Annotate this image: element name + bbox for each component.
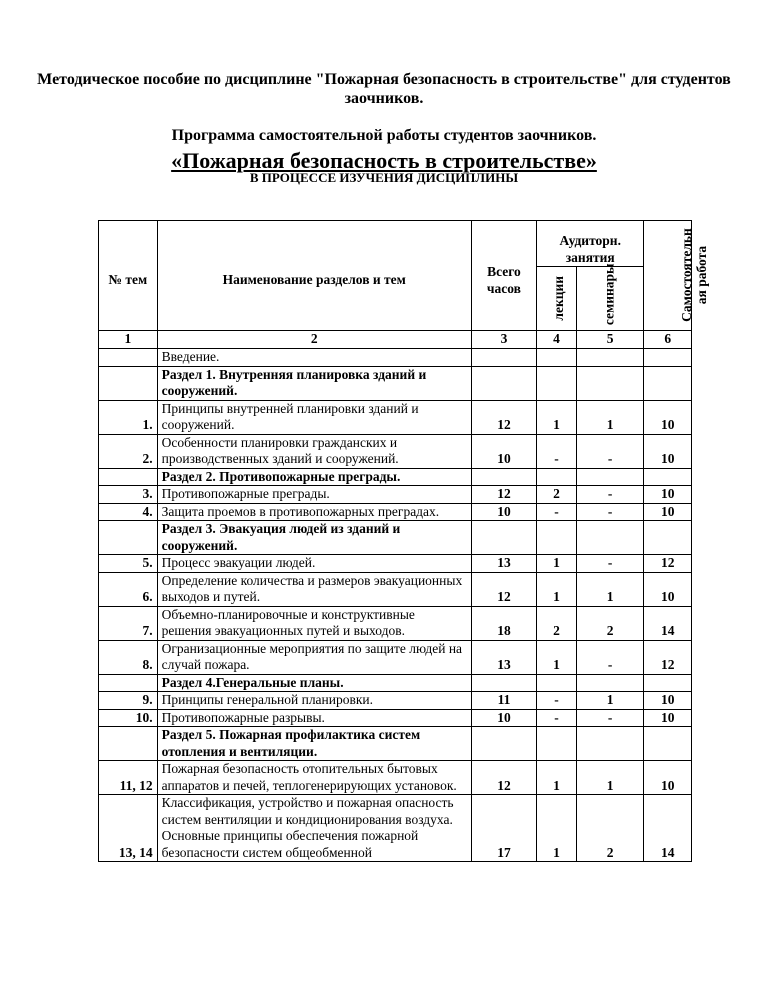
self-study-cell xyxy=(644,468,692,486)
topic-number-cell: 6. xyxy=(99,572,158,606)
topic-number-cell xyxy=(99,521,158,555)
topic-number-cell: 11, 12 xyxy=(99,761,158,795)
lectures-cell xyxy=(537,674,577,692)
topic-number-cell xyxy=(99,468,158,486)
header-auditorium: Аудиторн. занятия xyxy=(537,221,644,267)
lectures-cell: 1 xyxy=(537,400,577,434)
section-row xyxy=(99,727,692,761)
table-row xyxy=(99,795,692,862)
column-number-row xyxy=(99,331,692,349)
self-study-cell: 10 xyxy=(644,709,692,727)
study-plan-table xyxy=(98,220,710,862)
topic-name-cell: Противопожарные преграды. xyxy=(157,486,471,504)
topic-name-cell: Противопожарные разрывы. xyxy=(157,709,471,727)
topic-name-cell: Классификация, устройство и пожарная опасность систем вентиляции и кондиционирования воздуха. Основные принципы обеспечения пожарной безопасности систем общеобменной xyxy=(157,795,471,862)
column-number: 1 xyxy=(99,331,158,349)
total-hours-cell xyxy=(471,674,536,692)
topic-name-cell: Огранизационные мероприятия по защите людей на случай пожара. xyxy=(157,640,471,674)
document-title: Методическое пособие по дисциплине "Пожарная безопасность в строительстве" для студентов заочников. xyxy=(37,71,731,107)
self-study-cell xyxy=(644,727,692,761)
self-study-cell xyxy=(644,349,692,367)
table-row xyxy=(99,606,692,640)
column-number: 3 xyxy=(471,331,536,349)
table-row xyxy=(99,434,692,468)
column-number: 4 xyxy=(537,331,577,349)
section-title-cell: Раздел 1. Внутренняя планировка зданий и сооружений. xyxy=(157,366,471,400)
self-study-cell: 10 xyxy=(644,434,692,468)
column-number: 6 xyxy=(644,331,692,349)
total-hours-cell: 12 xyxy=(471,486,536,504)
total-hours-cell xyxy=(471,366,536,400)
column-number: 2 xyxy=(157,331,471,349)
lectures-cell: - xyxy=(537,692,577,710)
header-seminars-label: семинары xyxy=(601,262,617,325)
topic-number-cell: 3. xyxy=(99,486,158,504)
topic-name-cell: Особенности планировки гражданских и производственных зданий и сооружений. xyxy=(157,434,471,468)
seminars-cell: - xyxy=(576,486,644,504)
topic-number-cell: 1. xyxy=(99,400,158,434)
lectures-cell: 1 xyxy=(537,761,577,795)
topic-number-cell: 7. xyxy=(99,606,158,640)
seminars-cell: 2 xyxy=(576,606,644,640)
seminars-cell: 1 xyxy=(576,692,644,710)
seminars-cell: 1 xyxy=(576,572,644,606)
self-study-cell: 10 xyxy=(644,503,692,521)
lectures-cell: 1 xyxy=(537,640,577,674)
seminars-cell xyxy=(576,349,644,367)
topic-number-cell: 5. xyxy=(99,555,158,573)
total-hours-cell: 10 xyxy=(471,434,536,468)
topic-number-cell xyxy=(99,349,158,367)
section-title-cell: Раздел 3. Эвакуация людей из зданий и сооружений. xyxy=(157,521,471,555)
total-hours-cell: 13 xyxy=(471,640,536,674)
table-row xyxy=(99,486,692,504)
section-row xyxy=(99,366,692,400)
table-row xyxy=(99,761,692,795)
seminars-cell: - xyxy=(576,709,644,727)
topic-number-cell xyxy=(99,727,158,761)
total-hours-cell: 12 xyxy=(471,572,536,606)
section-title-cell: Раздел 2. Противопожарные преграды. xyxy=(157,468,471,486)
total-hours-cell xyxy=(471,727,536,761)
header-self-study-label: Самостоятельн ая работа xyxy=(679,227,710,322)
seminars-cell xyxy=(576,727,644,761)
total-hours-cell: 18 xyxy=(471,606,536,640)
header-seminars xyxy=(576,262,644,331)
self-study-cell: 10 xyxy=(644,486,692,504)
total-hours-cell: 11 xyxy=(471,692,536,710)
total-hours-cell: 10 xyxy=(471,709,536,727)
seminars-cell: - xyxy=(576,434,644,468)
total-hours-cell: 13 xyxy=(471,555,536,573)
seminars-cell: - xyxy=(576,640,644,674)
topic-name-cell: Процесс эвакуации людей. xyxy=(157,555,471,573)
seminars-cell: 2 xyxy=(576,795,644,862)
seminars-cell: 1 xyxy=(576,761,644,795)
self-study-cell: 10 xyxy=(644,572,692,606)
topic-number-cell: 10. xyxy=(99,709,158,727)
self-study-cell: 10 xyxy=(644,400,692,434)
table-row xyxy=(99,572,692,606)
self-study-cell: 14 xyxy=(644,795,692,862)
section-row xyxy=(99,674,692,692)
topic-number-cell: 4. xyxy=(99,503,158,521)
topic-name-cell: Принципы генеральной планировки. xyxy=(157,692,471,710)
table-row xyxy=(99,349,692,367)
self-study-cell: 10 xyxy=(644,692,692,710)
discipline-title: «Пожарная безопасность в строительстве» xyxy=(171,148,597,173)
topic-name-cell: Объемно-планировочные и конструктивные решения эвакуационных путей и выходов. xyxy=(157,606,471,640)
seminars-cell xyxy=(576,468,644,486)
topic-name-cell: Принципы внутренней планировки зданий и сооружений. xyxy=(157,400,471,434)
topic-number-cell: 2. xyxy=(99,434,158,468)
section-title-cell: Раздел 4.Генеральные планы. xyxy=(157,674,471,692)
topic-number-cell xyxy=(99,366,158,400)
lectures-cell: 2 xyxy=(537,606,577,640)
table-row xyxy=(99,555,692,573)
lectures-cell: 1 xyxy=(537,795,577,862)
seminars-cell: 1 xyxy=(576,400,644,434)
seminars-cell xyxy=(576,521,644,555)
lectures-cell: 2 xyxy=(537,486,577,504)
lectures-cell: 1 xyxy=(537,572,577,606)
self-study-cell: 12 xyxy=(644,555,692,573)
total-hours-cell xyxy=(471,349,536,367)
table-row xyxy=(99,400,692,434)
topic-name-cell: Определение количества и размеров эвакуационных выходов и путей. xyxy=(157,572,471,606)
lectures-cell: - xyxy=(537,503,577,521)
total-hours-cell xyxy=(471,468,536,486)
seminars-cell xyxy=(576,366,644,400)
column-number: 5 xyxy=(576,331,644,349)
section-title-cell: Раздел 5. Пожарная профилактика систем отопления и вентиляции. xyxy=(157,727,471,761)
topic-number-cell: 8. xyxy=(99,640,158,674)
table-row xyxy=(99,709,692,727)
table-row xyxy=(99,692,692,710)
lectures-cell xyxy=(537,521,577,555)
seminars-cell: - xyxy=(576,555,644,573)
section-row xyxy=(99,521,692,555)
lectures-cell: - xyxy=(537,434,577,468)
self-study-cell: 14 xyxy=(644,606,692,640)
lectures-cell xyxy=(537,349,577,367)
header-total-hours: Всего часов xyxy=(471,221,536,331)
header-topic-number: № тем xyxy=(99,221,158,331)
topic-name-cell: Введение. xyxy=(157,349,471,367)
topic-number-cell: 9. xyxy=(99,692,158,710)
lectures-cell: 1 xyxy=(537,555,577,573)
lectures-cell: - xyxy=(537,709,577,727)
lectures-cell xyxy=(537,366,577,400)
table-row xyxy=(99,640,692,674)
self-study-cell: 10 xyxy=(644,761,692,795)
total-hours-cell: 17 xyxy=(471,795,536,862)
header-section-name: Наименование разделов и тем xyxy=(157,221,471,331)
topic-number-cell xyxy=(99,674,158,692)
table-row xyxy=(99,503,692,521)
seminars-cell xyxy=(576,674,644,692)
lectures-cell xyxy=(537,468,577,486)
program-title: Программа самостоятельной работы студентов заочников. xyxy=(171,127,597,144)
self-study-cell xyxy=(644,674,692,692)
study-subtitle: В ПРОЦЕССЕ ИЗУЧЕНИЯ ДИСЦИПЛИНЫ xyxy=(249,170,519,185)
self-study-cell xyxy=(644,366,692,400)
header-lectures xyxy=(537,267,577,331)
total-hours-cell: 12 xyxy=(471,400,536,434)
self-study-cell xyxy=(644,521,692,555)
topic-name-cell: Пожарная безопасность отопительных бытовых аппаратов и печей, теплогенерирующих установок. xyxy=(157,761,471,795)
lectures-cell xyxy=(537,727,577,761)
total-hours-cell: 10 xyxy=(471,503,536,521)
header-lectures-label: лекции xyxy=(551,275,567,321)
header-self-study xyxy=(644,221,710,331)
topic-number-cell: 13, 14 xyxy=(99,795,158,862)
total-hours-cell xyxy=(471,521,536,555)
self-study-cell: 12 xyxy=(644,640,692,674)
section-row xyxy=(99,468,692,486)
topic-name-cell: Защита проемов в противопожарных преградах. xyxy=(157,503,471,521)
total-hours-cell: 12 xyxy=(471,761,536,795)
seminars-cell: - xyxy=(576,503,644,521)
